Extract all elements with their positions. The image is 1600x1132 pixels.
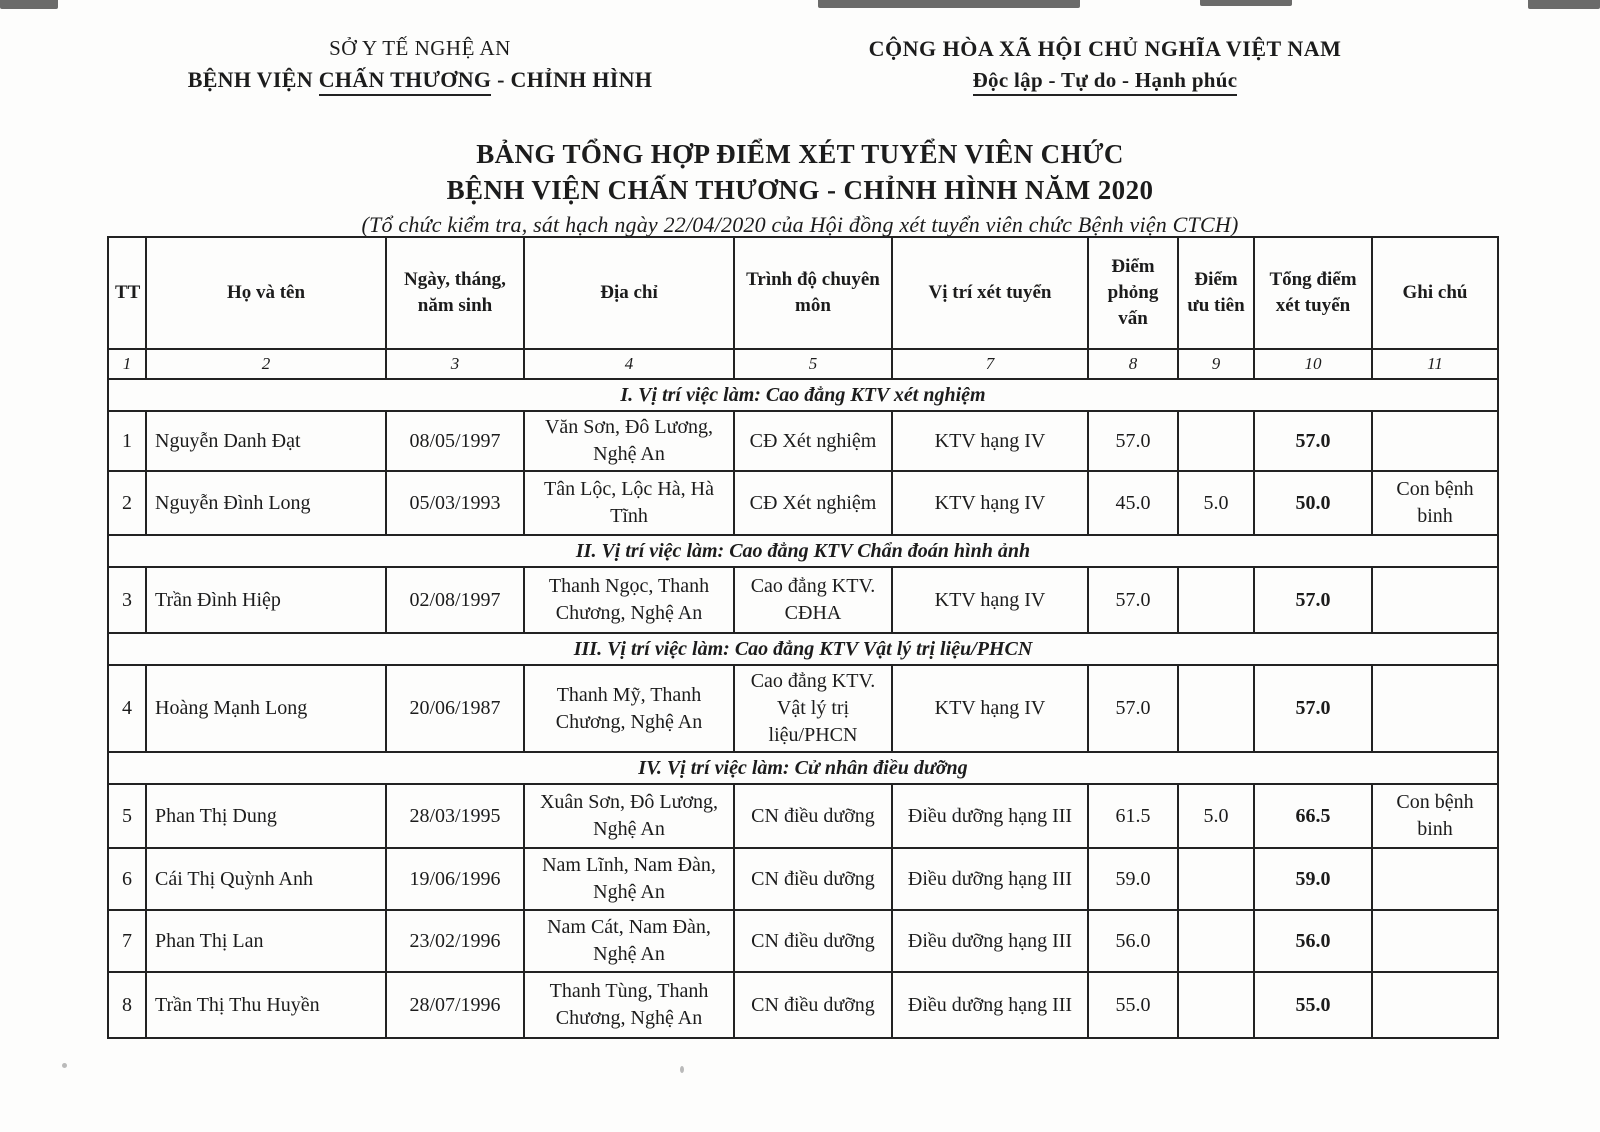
- table-header-row: [108, 237, 1498, 349]
- agency-name-underlined: CHẤN THƯƠNG: [319, 67, 492, 96]
- col-header-total-score: Tổng điểm xét tuyển: [1254, 237, 1372, 349]
- col-number: 4: [524, 349, 734, 379]
- cell-address: Nam Lĩnh, Nam Đàn, Nghệ An: [524, 848, 734, 910]
- cell-address: Thanh Mỹ, Thanh Chương, Nghệ An: [524, 665, 734, 752]
- cell-interview-score: 57.0: [1088, 567, 1178, 633]
- cell-total-score: 50.0: [1254, 471, 1372, 535]
- cell-qualification: CN điều dưỡng: [734, 848, 892, 910]
- cell-priority-score: [1178, 665, 1254, 752]
- cell-priority-score: 5.0: [1178, 471, 1254, 535]
- cell-dob: 20/06/1987: [386, 665, 524, 752]
- col-number: 2: [146, 349, 386, 379]
- col-number: 3: [386, 349, 524, 379]
- section-heading-row-3: [108, 633, 1498, 665]
- cell-dob: 28/03/1995: [386, 784, 524, 848]
- cell-tt: 1: [108, 411, 146, 471]
- cell-position: Điều dưỡng hạng III: [892, 910, 1088, 972]
- cell-name: Hoàng Mạnh Long: [146, 665, 386, 752]
- cell-dob: 05/03/1993: [386, 471, 524, 535]
- table-row: [108, 910, 1498, 972]
- cell-interview-score: 59.0: [1088, 848, 1178, 910]
- cell-qualification: CĐ Xét nghiệm: [734, 471, 892, 535]
- col-header-position: Vị trí xét tuyển: [892, 237, 1088, 349]
- scan-artifact: [1200, 0, 1292, 6]
- col-number: 7: [892, 349, 1088, 379]
- agency-name: [150, 67, 690, 93]
- col-number: 11: [1372, 349, 1498, 379]
- national-motto-block: [825, 36, 1385, 93]
- document-title-line2: BỆNH VIỆN CHẤN THƯƠNG - CHỈNH HÌNH NĂM 2020: [446, 175, 1154, 205]
- cell-position: KTV hạng IV: [892, 567, 1088, 633]
- cell-total-score: 57.0: [1254, 567, 1372, 633]
- cell-qualification: CN điều dưỡng: [734, 972, 892, 1038]
- issuing-agency-block: [150, 36, 690, 93]
- cell-position: KTV hạng IV: [892, 411, 1088, 471]
- col-number: 8: [1088, 349, 1178, 379]
- cell-total-score: 56.0: [1254, 910, 1372, 972]
- table-row: [108, 471, 1498, 535]
- cell-note: [1372, 910, 1498, 972]
- table-row: [108, 972, 1498, 1038]
- col-header-priority-score: Điểm ưu tiên: [1178, 237, 1254, 349]
- document-title-block: [0, 136, 1600, 238]
- col-header-address: Địa chỉ: [524, 237, 734, 349]
- cell-total-score: 55.0: [1254, 972, 1372, 1038]
- cell-qualification: Cao đẳng KTV. CĐHA: [734, 567, 892, 633]
- cell-name: Phan Thị Lan: [146, 910, 386, 972]
- col-header-interview-score: Điểm phỏng vấn: [1088, 237, 1178, 349]
- scan-speck: [680, 1066, 684, 1073]
- col-number: 5: [734, 349, 892, 379]
- section-heading: IV. Vị trí việc làm: Cử nhân điều dưỡng: [108, 752, 1498, 784]
- cell-priority-score: [1178, 848, 1254, 910]
- cell-dob: 23/02/1996: [386, 910, 524, 972]
- cell-tt: 8: [108, 972, 146, 1038]
- cell-tt: 5: [108, 784, 146, 848]
- col-header-name: Họ và tên: [146, 237, 386, 349]
- cell-position: Điều dưỡng hạng III: [892, 848, 1088, 910]
- section-heading: I. Vị trí việc làm: Cao đẳng KTV xét nghiệm: [108, 379, 1498, 411]
- table-row: [108, 411, 1498, 471]
- cell-address: Thanh Tùng, Thanh Chương, Nghệ An: [524, 972, 734, 1038]
- cell-name: Nguyễn Đình Long: [146, 471, 386, 535]
- section-heading: III. Vị trí việc làm: Cao đẳng KTV Vật lý trị liệu/PHCN: [108, 633, 1498, 665]
- cell-priority-score: 5.0: [1178, 784, 1254, 848]
- cell-tt: 3: [108, 567, 146, 633]
- cell-tt: 7: [108, 910, 146, 972]
- agency-name-pre: BỆNH VIỆN: [187, 67, 319, 92]
- col-number: 10: [1254, 349, 1372, 379]
- cell-name: Phan Thị Dung: [146, 784, 386, 848]
- cell-priority-score: [1178, 567, 1254, 633]
- cell-tt: 4: [108, 665, 146, 752]
- cell-tt: 2: [108, 471, 146, 535]
- national-motto-text: Độc lập - Tự do - Hạnh phúc: [973, 68, 1238, 96]
- cell-priority-score: [1178, 972, 1254, 1038]
- cell-position: Điều dưỡng hạng III: [892, 972, 1088, 1038]
- score-table: [107, 236, 1499, 1039]
- cell-address: Văn Sơn, Đô Lương, Nghệ An: [524, 411, 734, 471]
- cell-qualification: CN điều dưỡng: [734, 910, 892, 972]
- section-heading: II. Vị trí việc làm: Cao đẳng KTV Chẩn đoán hình ảnh: [108, 535, 1498, 567]
- cell-qualification: CN điều dưỡng: [734, 784, 892, 848]
- agency-parent-name: SỞ Y TẾ NGHỆ AN: [329, 36, 511, 60]
- cell-total-score: 59.0: [1254, 848, 1372, 910]
- col-header-tt: TT: [108, 237, 146, 349]
- cell-position: KTV hạng IV: [892, 665, 1088, 752]
- cell-interview-score: 56.0: [1088, 910, 1178, 972]
- cell-note: [1372, 567, 1498, 633]
- cell-total-score: 57.0: [1254, 665, 1372, 752]
- cell-interview-score: 45.0: [1088, 471, 1178, 535]
- col-header-note: Ghi chú: [1372, 237, 1498, 349]
- cell-dob: 08/05/1997: [386, 411, 524, 471]
- cell-total-score: 66.5: [1254, 784, 1372, 848]
- cell-address: Xuân Sơn, Đô Lương, Nghệ An: [524, 784, 734, 848]
- agency-name-post: - CHỈNH HÌNH: [491, 67, 653, 92]
- section-heading-row-1: [108, 379, 1498, 411]
- cell-position: Điều dưỡng hạng III: [892, 784, 1088, 848]
- col-header-dob: Ngày, tháng, năm sinh: [386, 237, 524, 349]
- table-row: [108, 784, 1498, 848]
- cell-priority-score: [1178, 411, 1254, 471]
- cell-dob: 28/07/1996: [386, 972, 524, 1038]
- cell-interview-score: 57.0: [1088, 411, 1178, 471]
- cell-dob: 19/06/1996: [386, 848, 524, 910]
- section-heading-row-2: [108, 535, 1498, 567]
- cell-interview-score: 55.0: [1088, 972, 1178, 1038]
- scan-speck: [62, 1063, 67, 1068]
- cell-qualification: CĐ Xét nghiệm: [734, 411, 892, 471]
- cell-interview-score: 61.5: [1088, 784, 1178, 848]
- cell-total-score: 57.0: [1254, 411, 1372, 471]
- cell-note: Con bệnh binh: [1372, 471, 1498, 535]
- cell-name: Cái Thị Quỳnh Anh: [146, 848, 386, 910]
- scan-artifact: [0, 0, 58, 9]
- scan-artifact: [818, 0, 1080, 8]
- table-row: [108, 848, 1498, 910]
- cell-name: Trần Thị Thu Huyền: [146, 972, 386, 1038]
- document-title-line1: BẢNG TỔNG HỢP ĐIỂM XÉT TUYỂN VIÊN CHỨC: [476, 139, 1124, 169]
- document-subtitle: (Tổ chức kiểm tra, sát hạch ngày 22/04/2020 của Hội đồng xét tuyển viên chức Bệnh viện CTCH): [361, 212, 1239, 237]
- table-row: [108, 567, 1498, 633]
- cell-name: Trần Đình Hiệp: [146, 567, 386, 633]
- cell-position: KTV hạng IV: [892, 471, 1088, 535]
- cell-address: Nam Cát, Nam Đàn, Nghệ An: [524, 910, 734, 972]
- national-title: CỘNG HÒA XÃ HỘI CHỦ NGHĨA VIỆT NAM: [868, 36, 1342, 61]
- table-row: [108, 665, 1498, 752]
- cell-interview-score: 57.0: [1088, 665, 1178, 752]
- cell-priority-score: [1178, 910, 1254, 972]
- cell-note: [1372, 665, 1498, 752]
- section-heading-row-4: [108, 752, 1498, 784]
- cell-note: Con bệnh binh: [1372, 784, 1498, 848]
- cell-dob: 02/08/1997: [386, 567, 524, 633]
- col-header-qualification: Trình độ chuyên môn: [734, 237, 892, 349]
- cell-tt: 6: [108, 848, 146, 910]
- col-number: 9: [1178, 349, 1254, 379]
- cell-note: [1372, 848, 1498, 910]
- scan-artifact: [1528, 0, 1600, 9]
- col-number: 1: [108, 349, 146, 379]
- cell-address: Thanh Ngọc, Thanh Chương, Nghệ An: [524, 567, 734, 633]
- cell-note: [1372, 411, 1498, 471]
- cell-address: Tân Lộc, Lộc Hà, Hà Tĩnh: [524, 471, 734, 535]
- national-motto: [825, 68, 1385, 93]
- cell-qualification: Cao đẳng KTV. Vật lý trị liệu/PHCN: [734, 665, 892, 752]
- column-number-row: [108, 349, 1498, 379]
- cell-note: [1372, 972, 1498, 1038]
- cell-name: Nguyễn Danh Đạt: [146, 411, 386, 471]
